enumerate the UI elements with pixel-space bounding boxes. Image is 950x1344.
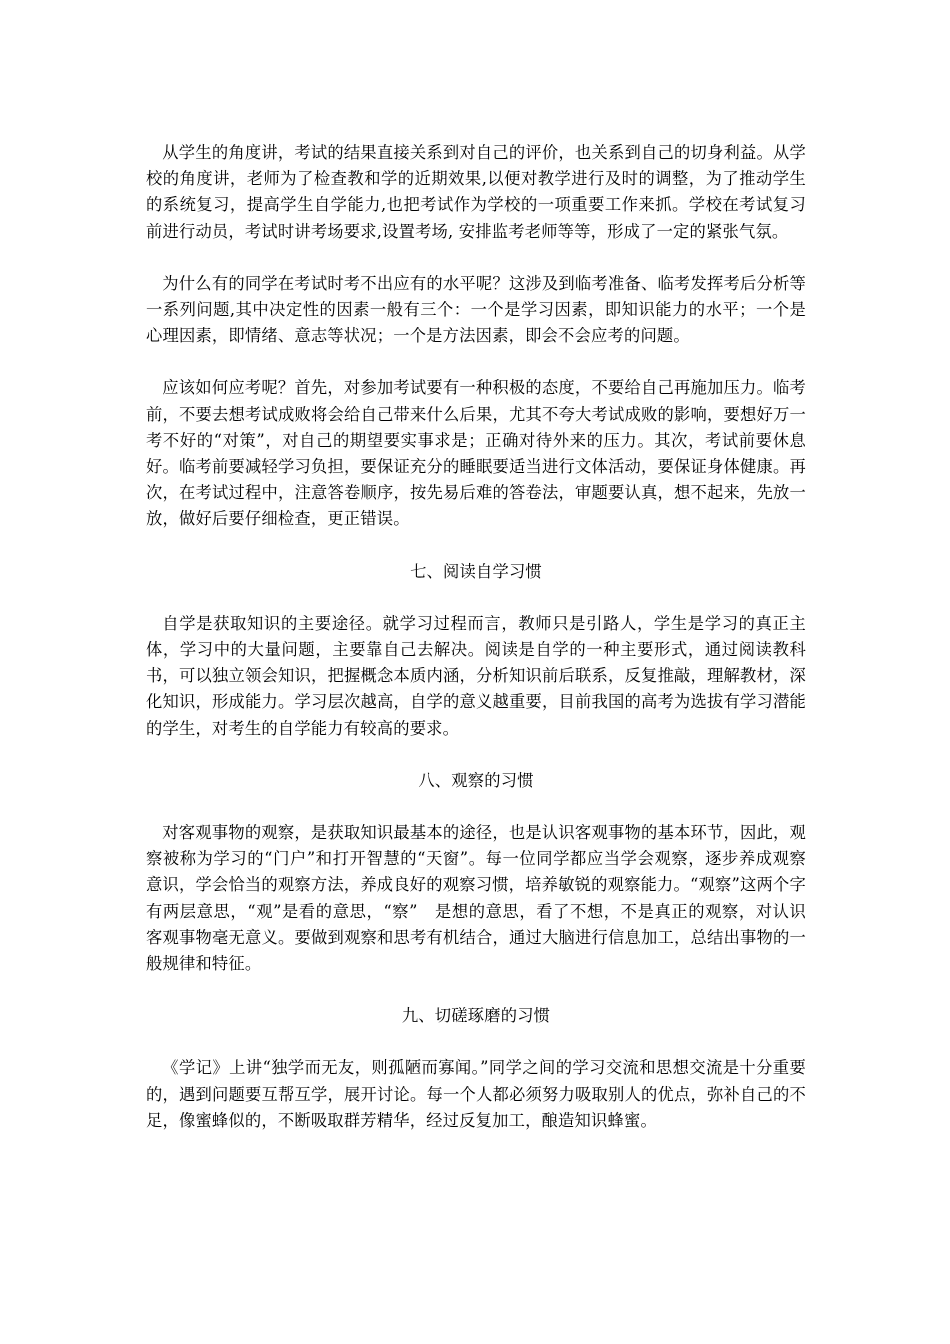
paragraph-self-study: 自学是获取知识的主要途径。就学习过程而言，教师只是引路人，学生是学习的真正主体，学习中的大量问题，主要靠自己去解决。阅读是自学的一种主要形式，通过阅读教科书，可以独立领会知识，把握概念本质内涵，分析知识前后联系，反复推敲，理解教材，深化知识，形成能力。学习层次越高，自学的意义越重要，目前我国的高考为选拔有学习潜能的学生，对考生的自学能力有较高的要求。 [146, 613, 806, 738]
paragraph-exam-significance: 从学生的角度讲，考试的结果直接关系到对自己的评价，也关系到自己的切身利益。从学校的角度讲，老师为了检查教和学的近期效果,以便对教学进行及时的调整，为了推动学生的系统复习，提高学生自学能力,也把考试作为学校的一项重要工作来抓。学校在考试复习前进行动员，考试时讲考场要求,设置考场, 安排监考老师等等，形成了一定的紧张气氛。 [146, 143, 806, 241]
section-heading-8: 八、观察的习惯 [418, 770, 534, 790]
document-page [146, 140, 806, 1134]
section-heading-7: 七、阅读自学习惯 [410, 561, 542, 581]
paragraph-discussion: 《学记》上讲“独学而无友，则孤陋而寡闻。”同学之间的学习交流和思想交流是十分重要的，遇到问题要互帮互学，展开讨论。每一个人都必须努力吸取别人的优点，弥补自己的不足，像蜜蜂似的，不断吸取群芳精华，经过反复加工，酿造知识蜂蜜。 [146, 1058, 806, 1130]
paragraph-exam-factors: 为什么有的同学在考试时考不出应有的水平呢？这涉及到临考准备、临考发挥考后分析等一系列问题,其中决定性的因素一般有三个：一个是学习因素，即知识能力的水平；一个是心理因素，即情绪、意志等状况；一个是方法因素，即会不会应考的问题。 [146, 273, 806, 346]
section-heading-9: 九、切磋琢磨的习惯 [401, 1006, 551, 1026]
paragraph-how-to-take-exams: 应该如何应考呢？首先，对参加考试要有一种积极的态度，不要给自己再施加压力。临考前，不要去想考试成败将会给自己带来什么后果，尤其不夸大考试成败的影响，要想好万一考不好的“对策”，对自己的期望要实事求是；正确对待外来的压力。其次，考试前要休息好。临考前要减轻学习负担，要保证充分的睡眠要适当进行文体活动，要保证身体健康。再次，在考试过程中，注意答卷顺序，按先易后难的答卷法，审题要认真，想不起来，先放一放，做好后要仔细检查，更正错误。 [146, 378, 806, 529]
paragraph-observation: 对客观事物的观察，是获取知识最基本的途径，也是认识客观事物的基本环节，因此，观察被称为学习的“门户”和打开智慧的“天窗”。每一位同学都应当学会观察，逐步养成观察意识，学会恰当的观察方法，养成良好的观察习惯，培养敏锐的观察能力。“观察”这两个字有两层意思，“观”是看的意思，“察” 是想的意思，看了不想，不是真正的观察，对认识客观事物毫无意义。要做到观察和思考有机结合，通过大脑进行信息加工，总结出事物的一般规律和特征。 [146, 823, 806, 974]
